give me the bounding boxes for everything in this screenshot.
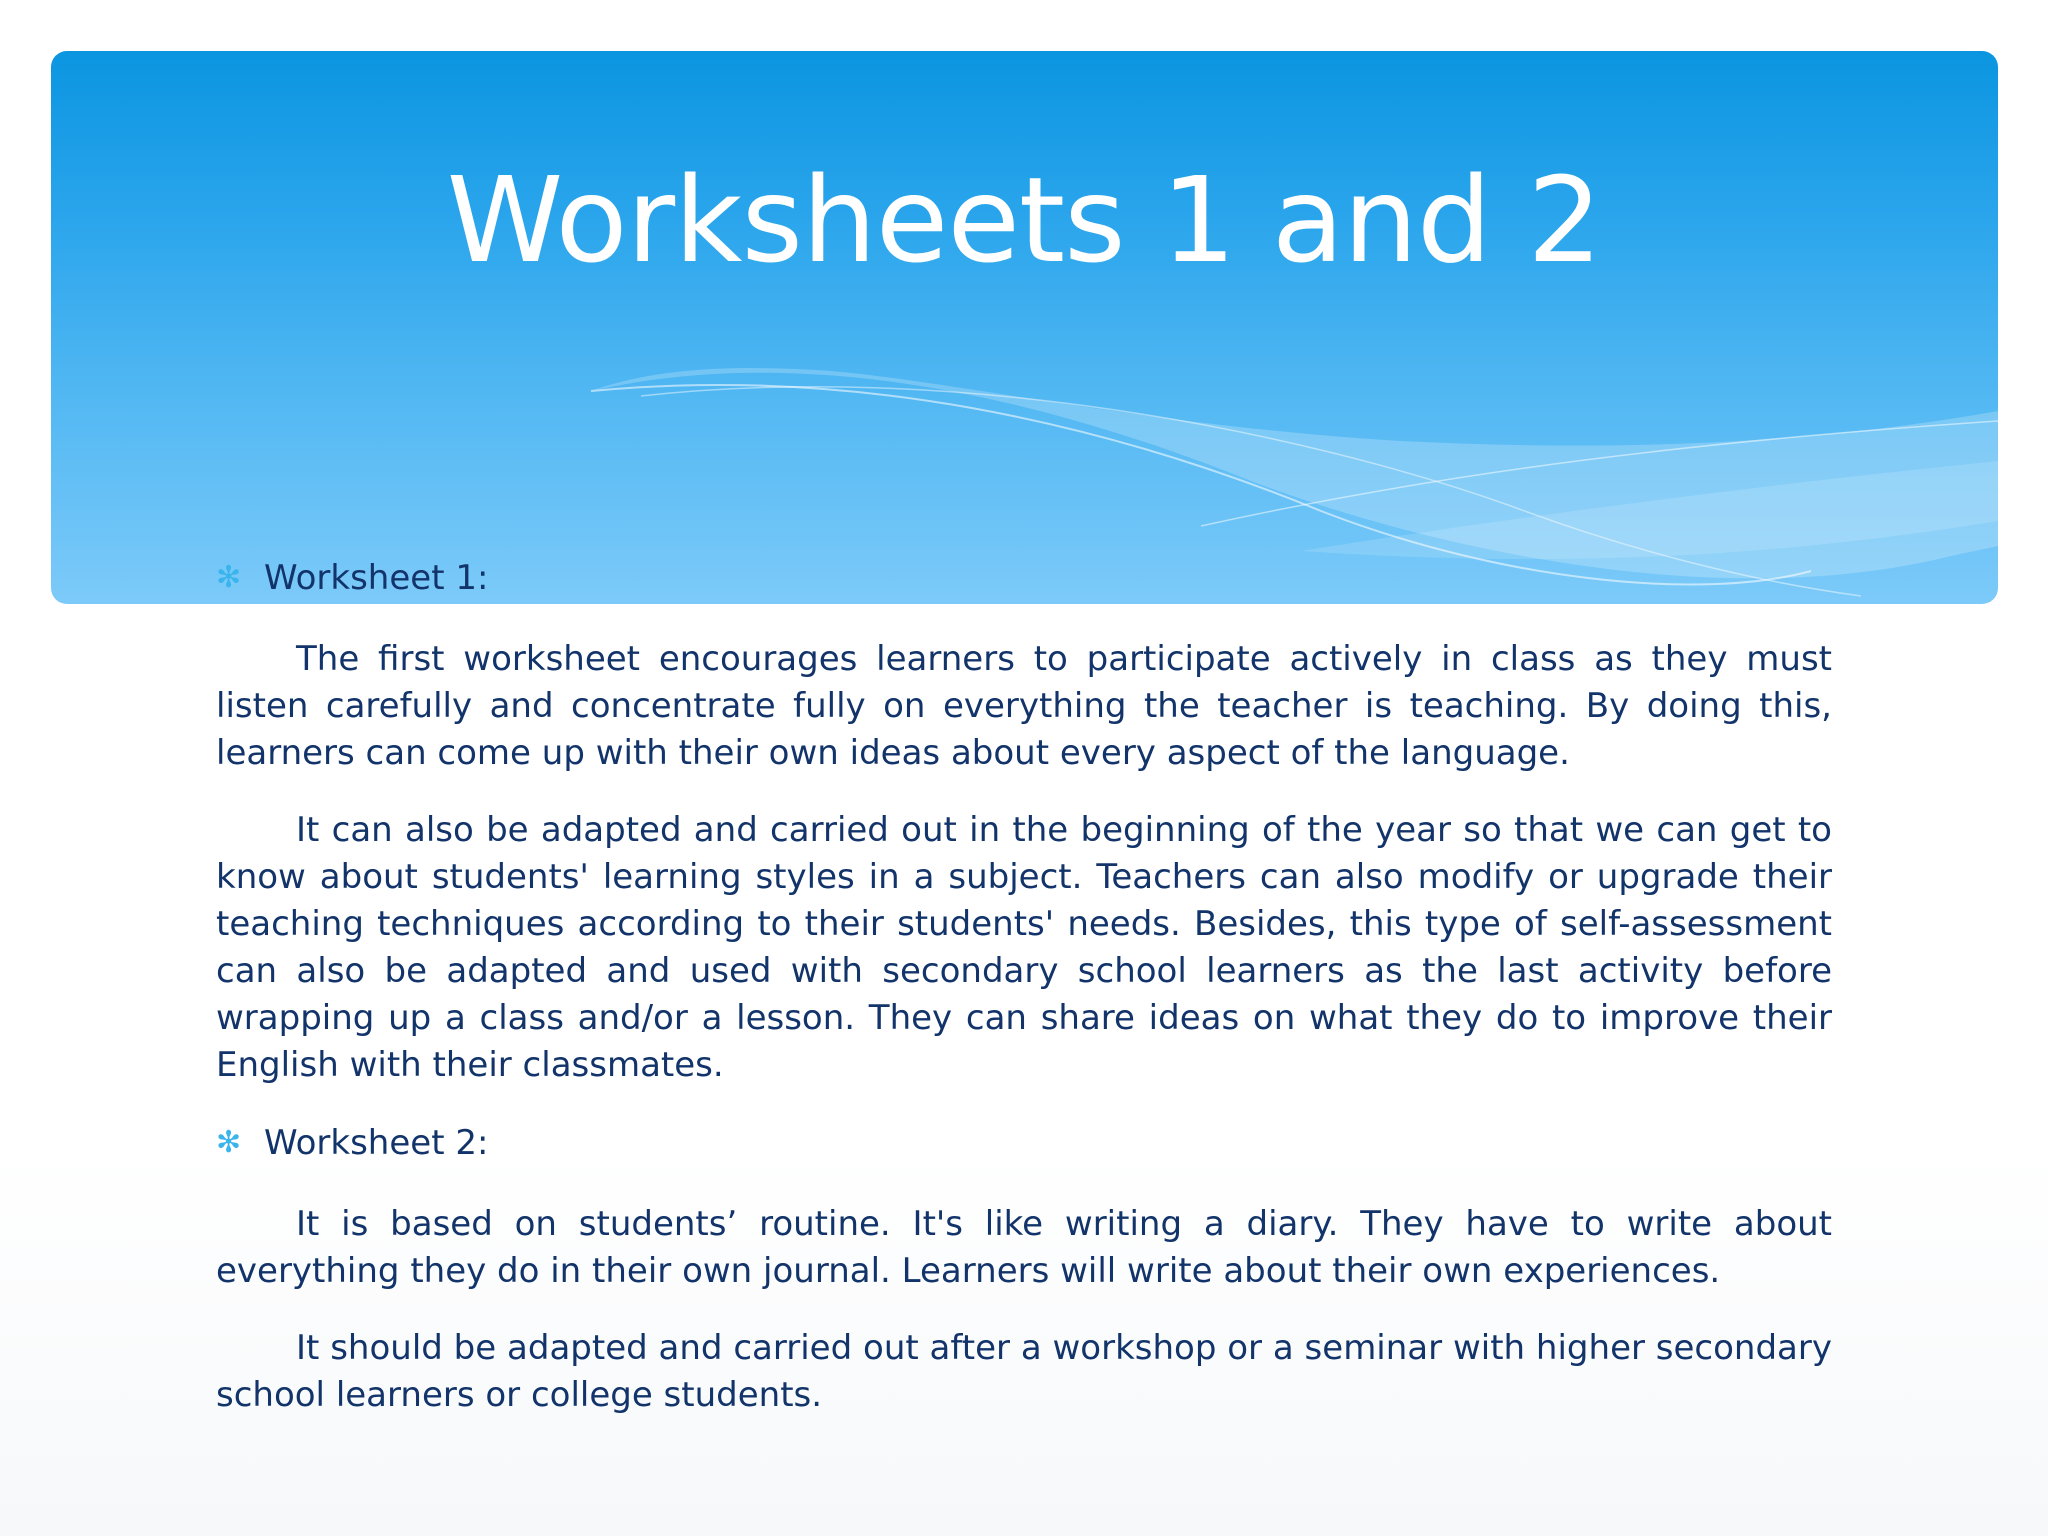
section-heading-label: Worksheet 2: (264, 1123, 489, 1163)
section-heading-label: Worksheet 1: (264, 558, 489, 598)
paragraph: It can also be adapted and carried out in the beginning of the year so that we can get to know about students' learning styles in a subject. Teachers can also modify or upgrade their teaching techniques according to their students' needs. Besides, this type of self-assessment can also be adapted and used with secondary school learners as the last activity before wrapping up a class and/or a lesson. They can share ideas on what they do to improve their English with their classmates. (216, 810, 1832, 1085)
asterisk-bullet-icon: ✻ (216, 560, 242, 595)
title-band (51, 51, 1998, 604)
slide-body (216, 550, 1832, 1449)
decorative-wave (51, 51, 1998, 604)
section-heading-worksheet-1 (216, 550, 1832, 606)
asterisk-bullet-icon: ✻ (216, 1125, 242, 1160)
paragraph: It is based on students’ routine. It's like writing a diary. They have to write about everything they do in their own journal. Learners will write about their own experiences. (216, 1204, 1832, 1291)
paragraph: The first worksheet encourages learners to participate actively in class as they must listen carefully and concentrate fully on everything the teacher is teaching. By doing this, learners can come up with their own ideas about every aspect of the language. (216, 639, 1832, 773)
slide-title: Worksheets 1 and 2 (446, 151, 1602, 289)
paragraph: It should be adapted and carried out after a workshop or a seminar with higher secondary school learners or college students. (216, 1328, 1832, 1415)
section-heading-worksheet-2 (216, 1115, 1832, 1171)
